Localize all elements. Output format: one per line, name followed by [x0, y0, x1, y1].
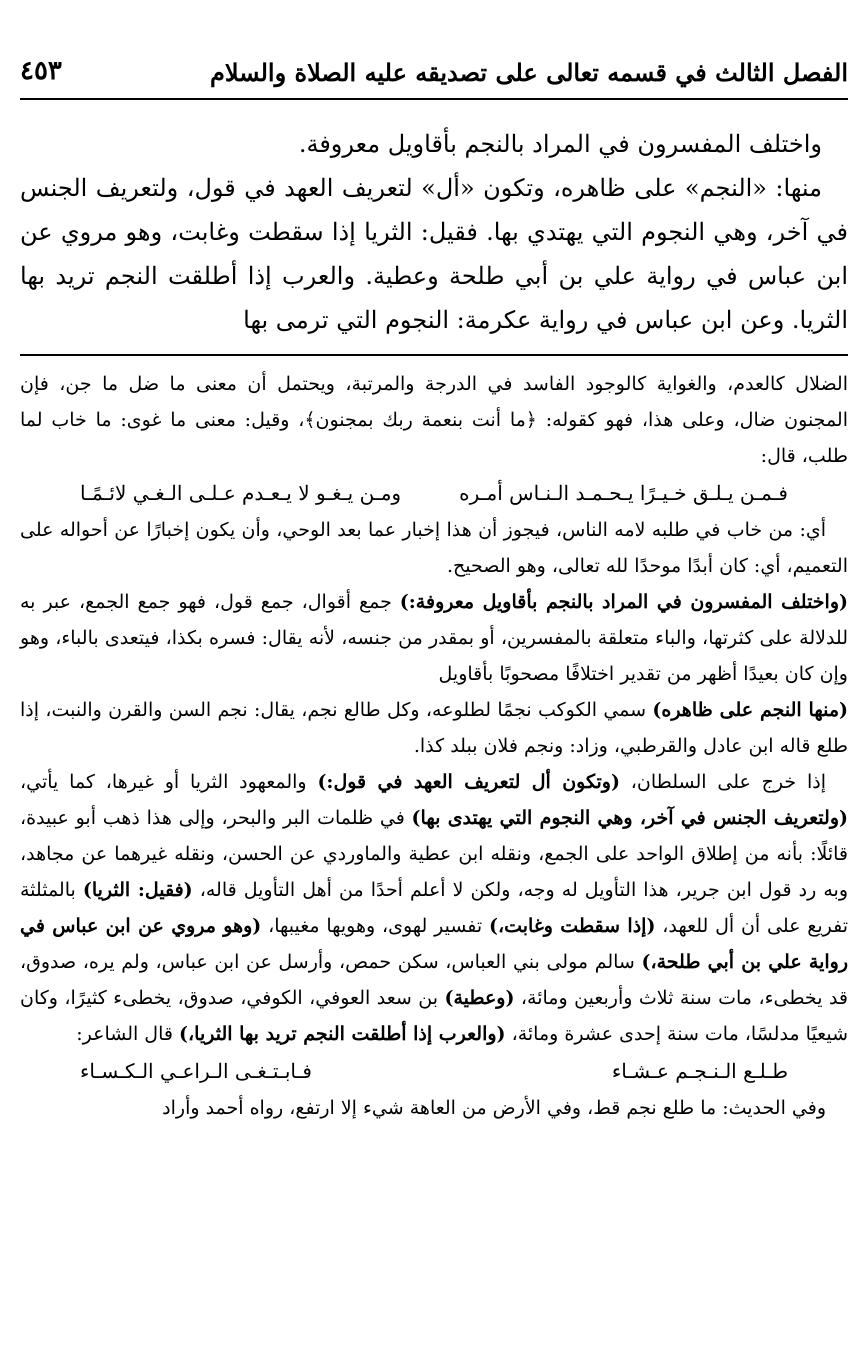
main-paragraph: واختلف المفسرون في المراد بالنجم بأقاويل معروفة. [298, 130, 822, 158]
commentary-paragraph: الضلال كالعدم، والغواية كالوجود الفاسد في الدرجة والمرتبة، ويحتمل أن معنى ما ضل ما جن، فإن المجنون ضال، وعلى هذا، فهو كقوله: ﴿ما أنت بنعمة ربك بمجنون﴾، وقيل: معنى ما غوى: ما خاب لما طلب، قال: [20, 373, 848, 467]
chapter-title: الفصل الثالث في قسمه تعالى على تصديقه عليه الصلاة والسلام [210, 58, 848, 87]
quoted-text: (وتكون أل لتعريف العهد في قول:) [317, 771, 620, 793]
verse-line [20, 1052, 848, 1090]
commentary-paragraph: وفي الحديث: ما طلع نجم قط، وفي الأرض من العاهة شيء إلا ارتفع، رواه أحمد وأراد [162, 1097, 826, 1119]
footnote-separator [20, 354, 848, 356]
commentary-text: إذا خرج على السلطان، [619, 771, 826, 793]
verse-hemistich: ومـن يـغـو لا يـعـدم عـلـى الـغـي لائـمًـا [80, 481, 402, 505]
commentary-paragraph: أي: من خاب في طلبه لامه الناس، فيجوز أن هذا إخبار عما بعد الوحي، وأن يكون إخبارًا عن أحواله على التعميم، أي: كان أبدًا موحدًا لله تعالى، وهو الصحيح. [20, 519, 848, 577]
verse-hemistich: فـابـتـغـى الـراعـي الـكـسـاء [80, 1059, 312, 1083]
main-paragraph: منها: «النجم» على ظاهره، وتكون «أل» لتعريف العهد في قول، ولتعريف الجنس في آخر، وهي النجوم التي يهتدي بها. فقيل: الثريا إذا سقطت وغابت، وهو مروي عن ابن عباس في رواية علي بن أبي طلحة وعطية. والعرب إذا أطلقت النجم تريد بها الثريا. وعن ابن عباس في رواية عكرمة: النجوم التي ترمى بها [20, 174, 848, 334]
quoted-text: (وهو مروي عن ابن عباس في رواية علي بن أبي طلحة،) [20, 915, 848, 973]
commentary-text: تفسير لهوى، وهويها مغيبها، [261, 915, 489, 937]
verse-line [20, 474, 848, 512]
verse-hemistich: فـمـن يـلـق خـيـرًا يـحـمـد الـنـاس أمـره [459, 481, 788, 505]
quoted-text: (ولتعريف الجنس في آخر، وهي النجوم التي يهتدى بها) [411, 807, 848, 829]
verse-hemistich: طـلـع الـنـجـم عـشـاء [611, 1059, 788, 1083]
commentary-text: سالم مولى بني العباس، سكن حمص، وأرسل عن ابن عباس، ولم يره، صدوق، قد يخطىء، مات سنة ثلاث وأربعين ومائة، [20, 951, 848, 1009]
quoted-text: (منها النجم على ظاهره) [652, 699, 848, 721]
commentary-text: قال الشاعر: [76, 1023, 180, 1045]
commentary [20, 366, 848, 1126]
commentary-paragraph [20, 692, 848, 764]
quoted-text: (فقيل: الثريا) [82, 879, 193, 901]
running-header [20, 52, 848, 98]
commentary-text: بالمثلثة تفريع على أن أل للعهد، [20, 879, 849, 937]
commentary-paragraph [20, 584, 848, 692]
commentary-text: في ظلمات البر والبحر، وإلى هذا ذهب أبو عبيدة، قائلًا: بأنه من إطلاق الواحد على الجمع، ونقله ابن عطية والماوردي عن الحسن، ونقله غيرهما عن مجاهد، وبه رد قول ابن جرير، هذا التأويل له وجه، ولكن لا أعلم أحدًا من أهل التأويل قاله، [20, 807, 848, 901]
page [20, 52, 849, 1119]
header-rule [20, 98, 848, 100]
main-text [20, 122, 848, 342]
page-number: ٤٥٣ [20, 56, 62, 86]
commentary-text: جمع أقوال، جمع قول، فهو جمع الجمع، عبر به للدلالة على كثرتها، والباء متعلقة بالمفسرين، أو بمقدر من جنسه، لأنه يقال: فسره بكذا، فيتعدى بالباء، وهو وإن كان بعيدًا أظهر من تقدير اختلافًا مصحوبًا بأقاويل [20, 591, 848, 685]
commentary-text: والمعهود الثريا أو غيرها، كما يأتي، [20, 771, 318, 793]
quoted-text: (واختلف المفسرون في المراد بالنجم بأقاويل معروفة:) [399, 591, 848, 613]
commentary-paragraph [20, 764, 848, 1052]
commentary-text: سمي الكوكب نجمًا لطلوعه، وكل طالع نجم، يقال: نجم السن والقرن والنبت، إذا طلع قاله ابن عادل والقرطبي، وزاد: ونجم فلان ببلد كذا. [20, 699, 848, 757]
quoted-text: (والعرب إذا أطلقت النجم تريد بها الثريا،) [179, 1023, 506, 1045]
quoted-text: (وعطية) [444, 987, 515, 1009]
page-body [20, 122, 848, 1126]
quoted-text: (إذا سقطت وغابت،) [488, 915, 656, 937]
commentary-text: بن سعد العوفي، الكوفي، صدوق، يخطىء كثيرًا، وكان شيعيًا مدلسًا، مات سنة إحدى عشرة ومائة، [20, 987, 848, 1045]
